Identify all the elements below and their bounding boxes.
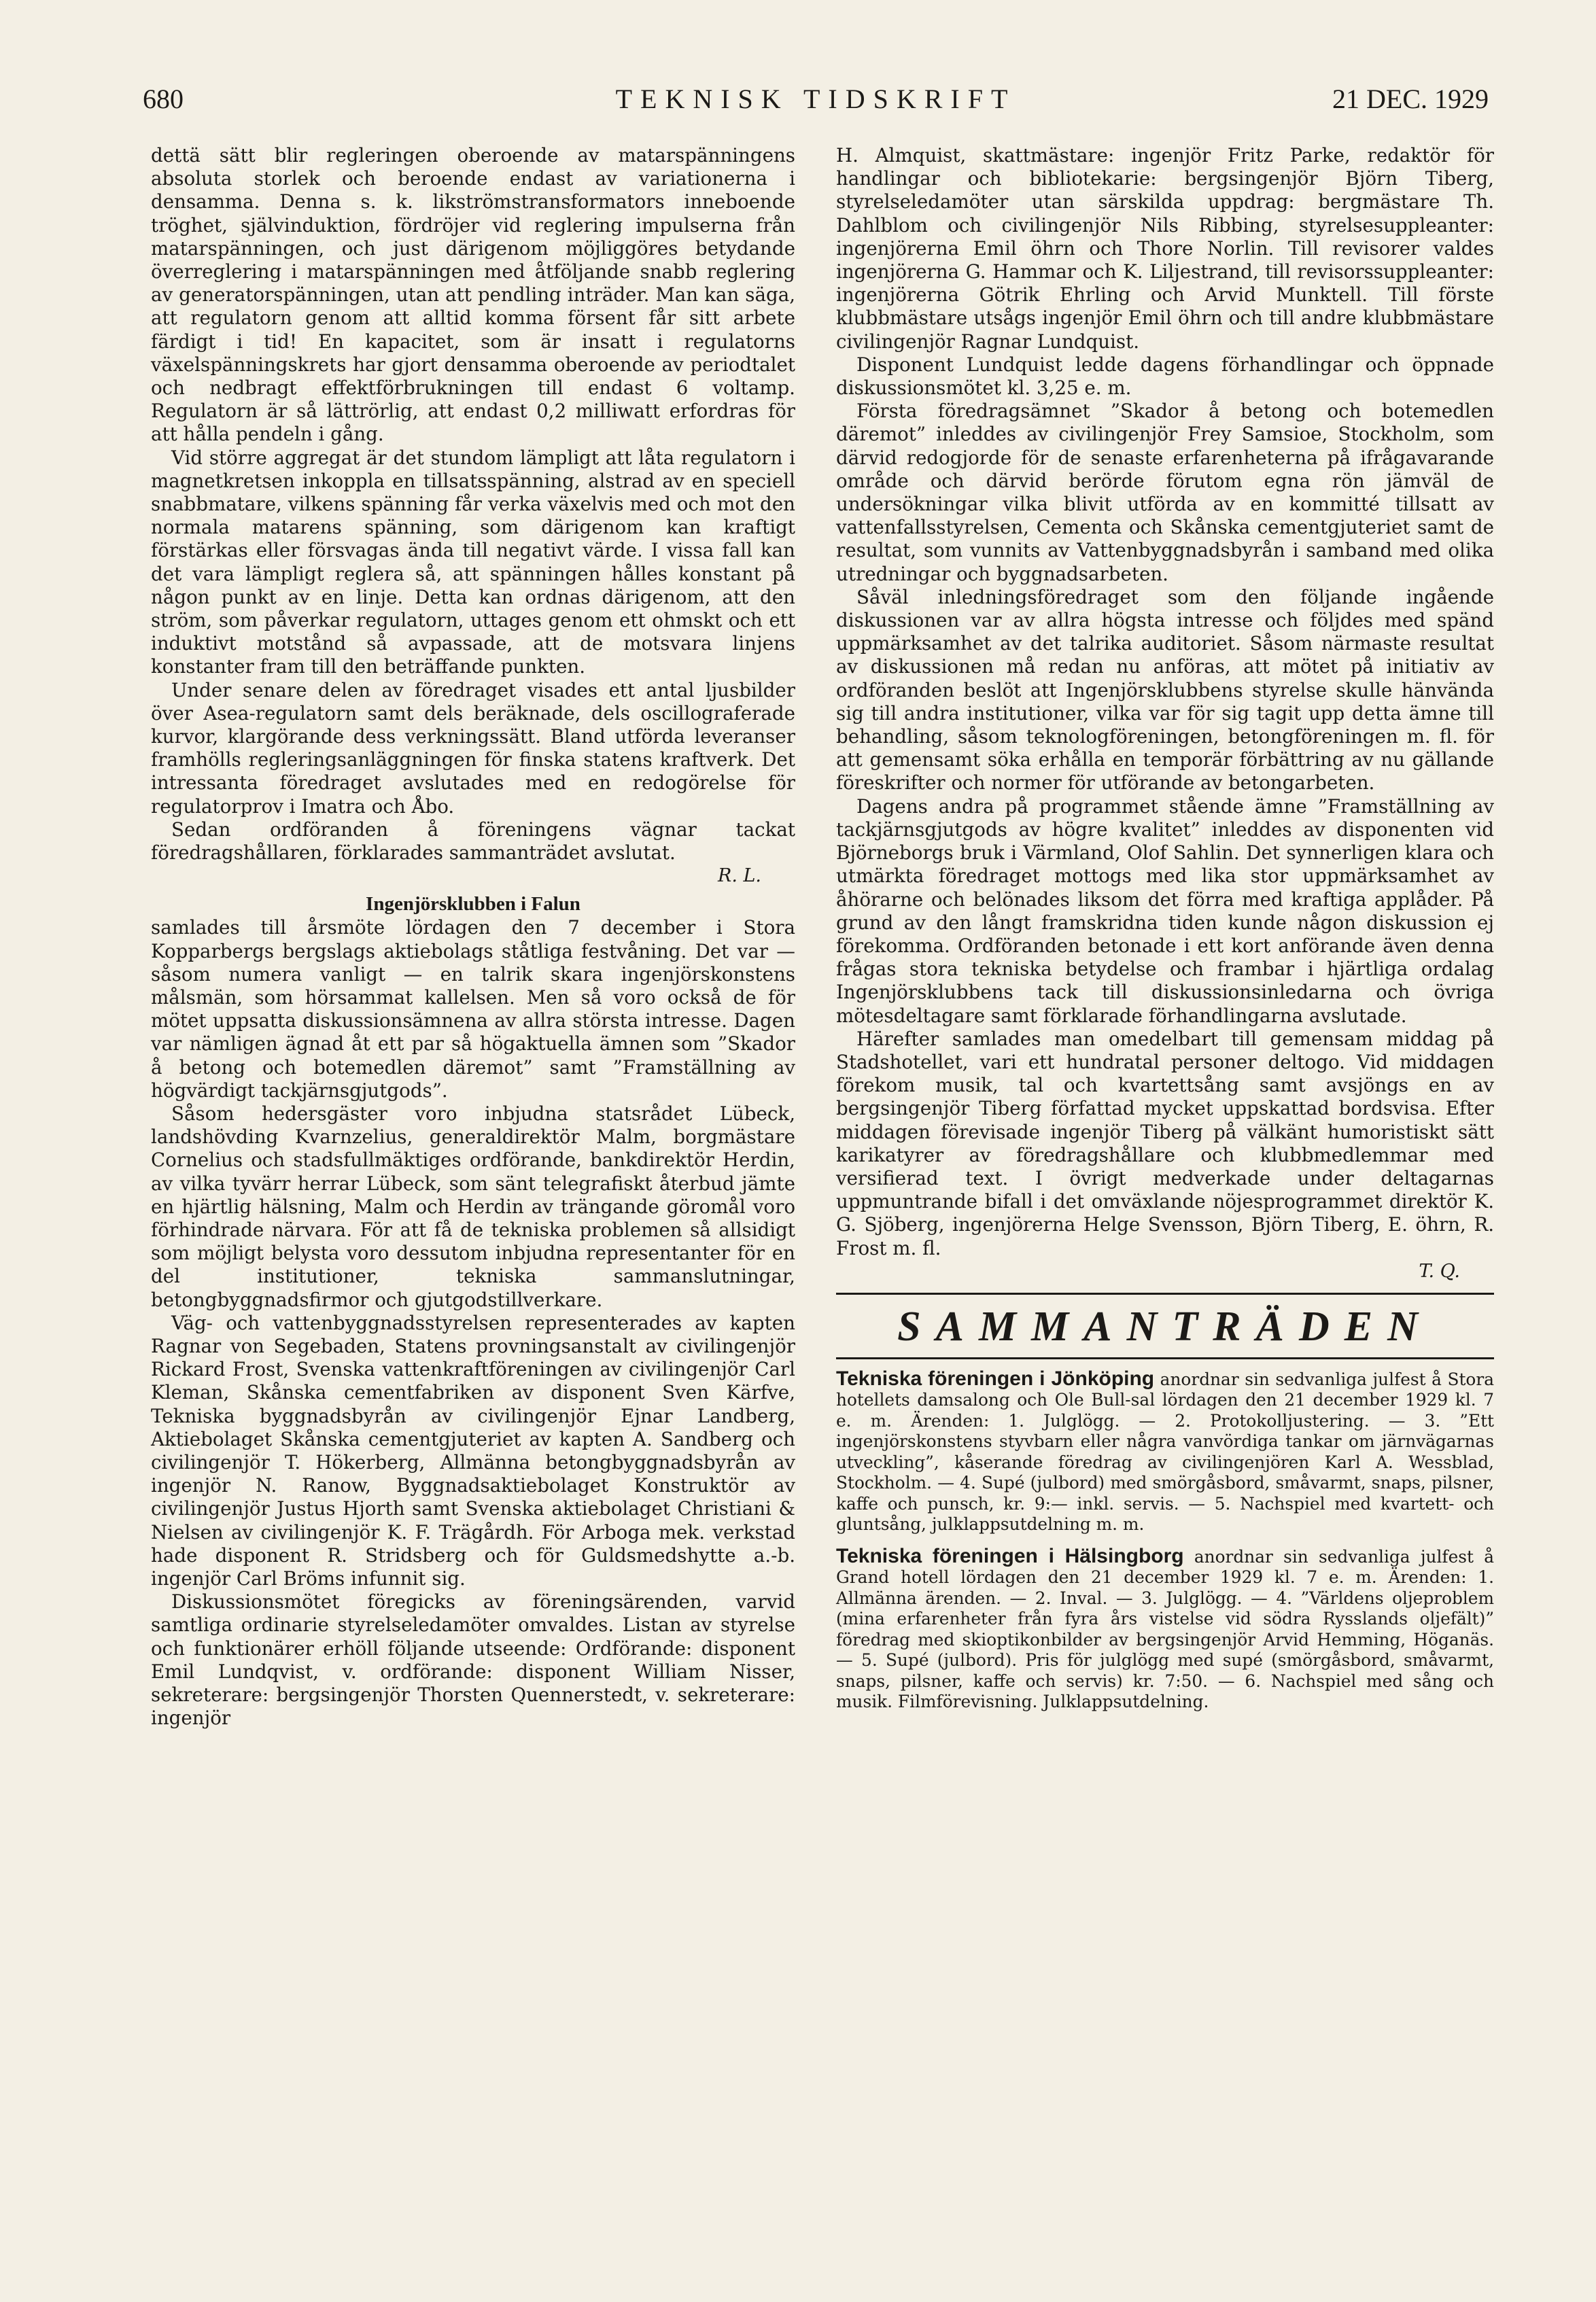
author-signature: R. L. — [717, 865, 761, 887]
paragraph: Såväl inledningsföredraget som den följande ingående diskussionen var av allra högsta intresse och följdes med spänd uppmärksamhet av det talrika auditoriet. Såsom närmaste resultat av diskussionen må redan nu anföras, att mötet på initiativ av ordföranden beslöt att Ingenjörsklubbens styrelse skulle hänvända sig till andra institutioner, vilka var för sig tagit upp detta ämne till behandling, såsom teknologföreningen, betongföreningen m. fl. för att gemensamt söka erhålla en temporär förbättring av nu gällande föreskrifter och normer för utförande av betongarbeten. — [836, 585, 1494, 795]
notice-lead: Tekniska föreningen i Hälsingborg — [836, 1544, 1184, 1567]
sammantraden-heading: SAMMANTRÄDEN — [897, 1303, 1433, 1350]
left-column — [151, 144, 795, 1730]
notice-item — [836, 1369, 1494, 1535]
page-number: 680 — [143, 84, 184, 114]
notice-text: anordnar sin sedvanliga julfest å Stora hotellets damsalong och Ole Bull-sal lördagen den 21 december 1929 kl. 7 e. m. Ärenden: 1. Julglögg. — 2. Protokolljustering. — 3. ”Ett ingenjörskonstens styvbarn eller några vanvördiga tankar om järnvägarnas utveckling”, kåserande föredrag av civilingenjören Karl A. Wessblad, Stockholm. — 4. Supé (julbord) med smörgåsbord, småvarmt, snaps, pilsner, kaffe och punsch, kr. 9:— inkl. servis. — 5. Nachspiel med kvartett- och gluntsång, julklappsutdelning m. m. — [836, 1369, 1494, 1535]
paragraph: Vid större aggregat är det stundom lämpligt att låta regulatorn i magnetkretsen inkoppla en tillsatsspänning, alstrad av en speciell snabbmatare, vilkens spänning får verka växelvis med och mot den normala matarens spänning, som därigenom kan kraftigt förstärkas eller försvagas ända till negativt värde. I vissa fall kan det vara lämpligt reglera så, att spänningen hålles konstant på någon punkt av en linje. Detta kan ordnas därigenom, att den ström, som påverkar regulatorn, uttages genom ett ohmskt och ett induktivt motstånd så avpassade, att de motsvara linjens konstanter fram till den beträffande punkten. — [151, 446, 795, 678]
page-header — [143, 83, 1489, 124]
notices — [836, 1369, 1494, 1713]
paragraph: dettä sätt blir regleringen oberoende av matarspänningens absoluta storlek och beroende endast av variationerna i densamma. Denna s. k. likströmstransformators inneboende tröghet, självinduktion, fördröjer vid reglering impulserna från matarspänningen, och just därigenom möjliggöres betydande överreglering i matarspänningen med åtföljande snabb reglering av generatorspänningen, utan att pendling inträder. Man kan säga, att regulatorn genom att alltid komma försent får sitt arbete färdigt i tid! En kapacitet, som är insatt i regulatorns växelspänningskrets har gjort densamma oberoende av periodtalet och nedbragt effektförbrukningen till endast 6 voltamp. Regulatorn är så lättrörlig, att endast 0,2 milliwatt erfordras för att hålla pendeln i gång. — [151, 144, 795, 446]
paragraph: Väg- och vattenbyggnadsstyrelsen representerades av kapten Ragnar von Segebaden, Statens provningsanstalt av civilingenjör Rickard Frost, Svenska vattenkraftföreningen av civilingenjör Carl Kleman, Skånska cementfabriken av disponent Sven Kärfve, Tekniska byggnadsbyrån av civilingenjör Ejnar Landberg, Aktiebolaget Skånska cementgjuteriet av kapten A. Sandberg och civilingenjör T. Hökerberg, Allmänna betongbyggnadsbyrån av ingenjör N. Ranow, Byggnadsaktiebolaget Konstruktör av civilingenjör Justus Hjorth samt Svenska aktiebolaget Christiani & Nielsen av civilingenjör K. F. Trägårdh. För Arboga mek. verkstad hade disponent R. Stridsberg och för Guldsmedshytte a.-b. ingenjör Carl Bröms infunnit sig. — [151, 1311, 795, 1590]
paragraph: Under senare delen av föredraget visades ett antal ljusbilder över Asea-regulatorn samt dels beräknade, dels oscillograferade kurvor, klargörande dess verkningssätt. Bland utförda leveranser framhölls regleringsanläggningen för finska statens kraftverk. Det intressanta föredraget avslutades med en redogörelse för regulatorprov i Imatra och Åbo. — [151, 678, 795, 818]
notice-lead: Tekniska föreningen i Jönköping — [836, 1367, 1155, 1390]
paragraph: Diskussionsmötet föregicks av föreningsärenden, varvid samtliga ordinarie styrelseledamöter omvaldes. Listan av styrelse och funktionärer erhöll följande utseende: Ordförande: disponent Emil Lundqvist, v. ordförande: disponent William Nisser, sekreterare: bergsingenjör Thorsten Quennerstedt, v. sekreterare: ingenjör — [151, 1590, 795, 1730]
paragraph: Disponent Lundquist ledde dagens förhandlingar och öppnade diskussionsmötet kl. 3,25 e. m. — [836, 353, 1494, 400]
paragraph: samlades till årsmöte lördagen den 7 december i Stora Kopparbergs bergslags aktiebolags ståtliga festvåning. Det var — såsom numera vanligt — en talrik skara ingenjörskonstens målsmän, som hörsammat kallelsen. Men så voro också de för mötet uppsatta diskussionsämnena av allra största intresse. Dagen var nämligen ägnad åt ett par så högaktuella ämnen som ”Skador å betong och botemedlen däremot” samt ”Framställning av högvärdigt tackjärnsgjutgods”. — [151, 916, 795, 1102]
notice-text: anordnar sin sedvanliga julfest å Grand hotell lördagen den 21 december 1929 kl. 7 e. m. Ärenden: 1. Allmänna ärenden. — 2. Inval. — 3. Julglögg. — 4. ”Världens oljeproblem (mina erfarenheter från fyra års vistelse vid södra Rysslands oljefält)” föredrag med skioptikonbilder av bergsingenjör Arvid Hemming, Höganäs. — 5. Supé (julbord). Pris för julglögg med supé (smörgåsbord, småvarmt, snaps, pilsner, kaffe och servis) kr. 7:50. — 6. Nachspiel med sång och musik. Filmförevisning. Julklappsutdelning. — [836, 1546, 1494, 1712]
paragraph: Sedan ordföranden å föreningens vägnar tackat föredragshållaren, förklarades sammanträdet avslutat. — [151, 818, 795, 865]
paragraph: Såsom hedersgäster voro inbjudna statsrådet Lübeck, landshövding Kvarnzelius, generaldirektör Malm, borgmästare Cornelius och stadsfullmäktiges ordförande, bankdirektör Herdin, av vilka tyvärr herrar Lübeck, som sänt telegrafiskt återbud jämte en hjärtlig hälsning, Malm och Herdin av trängande göromål voro förhindrade närvara. För att få de tekniska problemen så allsidigt som möjligt belysta voro dessutom inbjudna representanter för en del institutioner, tekniska sammanslutningar, betongbyggnadsfirmor och gjutgodstillverkare. — [151, 1102, 795, 1311]
section-heading: Ingenjörsklubben i Falun — [366, 893, 580, 915]
section-divider — [836, 1293, 1494, 1295]
paragraph: Första föredragsämnet ”Skador å betong och botemedlen däremot” inleddes av civilingenjör Frey Samsioe, Stockholm, som därvid redogjorde för de senaste erfarenheterna på ifrågavarande område och därvid berörde förutom egna rön jämväl de undersökningar vilka blivit utförda av en kommitté tillsatt av vattenfallsstyrelsen, Cementa och Skånska cementgjuteriet samt de resultat, som vunnits av Vattenbyggnadsbyrån i samband med olika utredningar och byggnadsarbeten. — [836, 400, 1494, 585]
paragraph: H. Almquist, skattmästare: ingenjör Fritz Parke, redaktör för handlingar och bibliotekarie: bergsingenjör Björn Tiberg, styrelseledamöter utan särskilda uppdrag: bergmästare Th. Dahlblom och civilingenjör Nils Ribbing, styrelsesuppleanter: ingenjörerna Emil öhrn och Thore Norlin. Till revisorer valdes ingenjörerna G. Hammar och K. Liljestrand, till revisorssuppleanter: ingenjörerna Götrik Ehrling och Arvid Munktell. Till förste klubbmästare utsågs ingenjör Emil öhrn och till andre klubbmästare civilingenjör Ragnar Lundquist. — [836, 144, 1494, 353]
issue-date: 21 DEC. 1929 — [1332, 84, 1489, 114]
author-signature: T. Q. — [1419, 1260, 1460, 1282]
article-continuation — [836, 144, 1494, 1283]
section-divider — [836, 1357, 1494, 1359]
notice-item — [836, 1546, 1494, 1713]
paragraph: Härefter samlades man omedelbart till gemensam middag på Stadshotellet, vari ett hundratal personer deltogo. Vid middagen förekom musik, tal och kvartettsång samt avsjöngs en av bergsingenjör Tiberg författad mycket uppskattad bordsvisa. Efter middagen förevisade ingenjör Tiberg på välkänt humoristiskt sätt karikatyrer av föredragshållare och klubbmedlemmar med versifierad text. I övrigt medverkade under deltagarnas uppmuntrande bifall i det omväxlande nöjesprogrammet direktör K. G. Sjöberg, ingenjörerna Helge Svensson, Björn Tiberg, E. öhrn, R. Frost m. fl. — [836, 1027, 1494, 1259]
right-column — [836, 144, 1494, 1724]
journal-title: TEKNISK TIDSKRIFT — [615, 84, 1016, 114]
paragraph: Dagens andra på programmet stående ämne ”Framställning av tackjärnsgjutgods av högre kvalitet” inleddes av disponenten vid Björneborgs bruk i Värmland, Olof Sahlin. Det synnerligen klara och utmärkta föredraget mottogs med lika stor uppmärksamhet av åhörarne och belönades liksom det förra med kraftiga applåder. På grund av den långt framskridna tiden kunde någon diskussion ej förekomma. Ordföranden betonade i ett kort anförande även denna frågas stora tekniska betydelse och frambar i hjärtliga ordalag Ingenjörsklubbens tack till diskussionsinledarna och övriga mötesdeltagare samt förklarade förhandlingarna avslutade. — [836, 795, 1494, 1027]
